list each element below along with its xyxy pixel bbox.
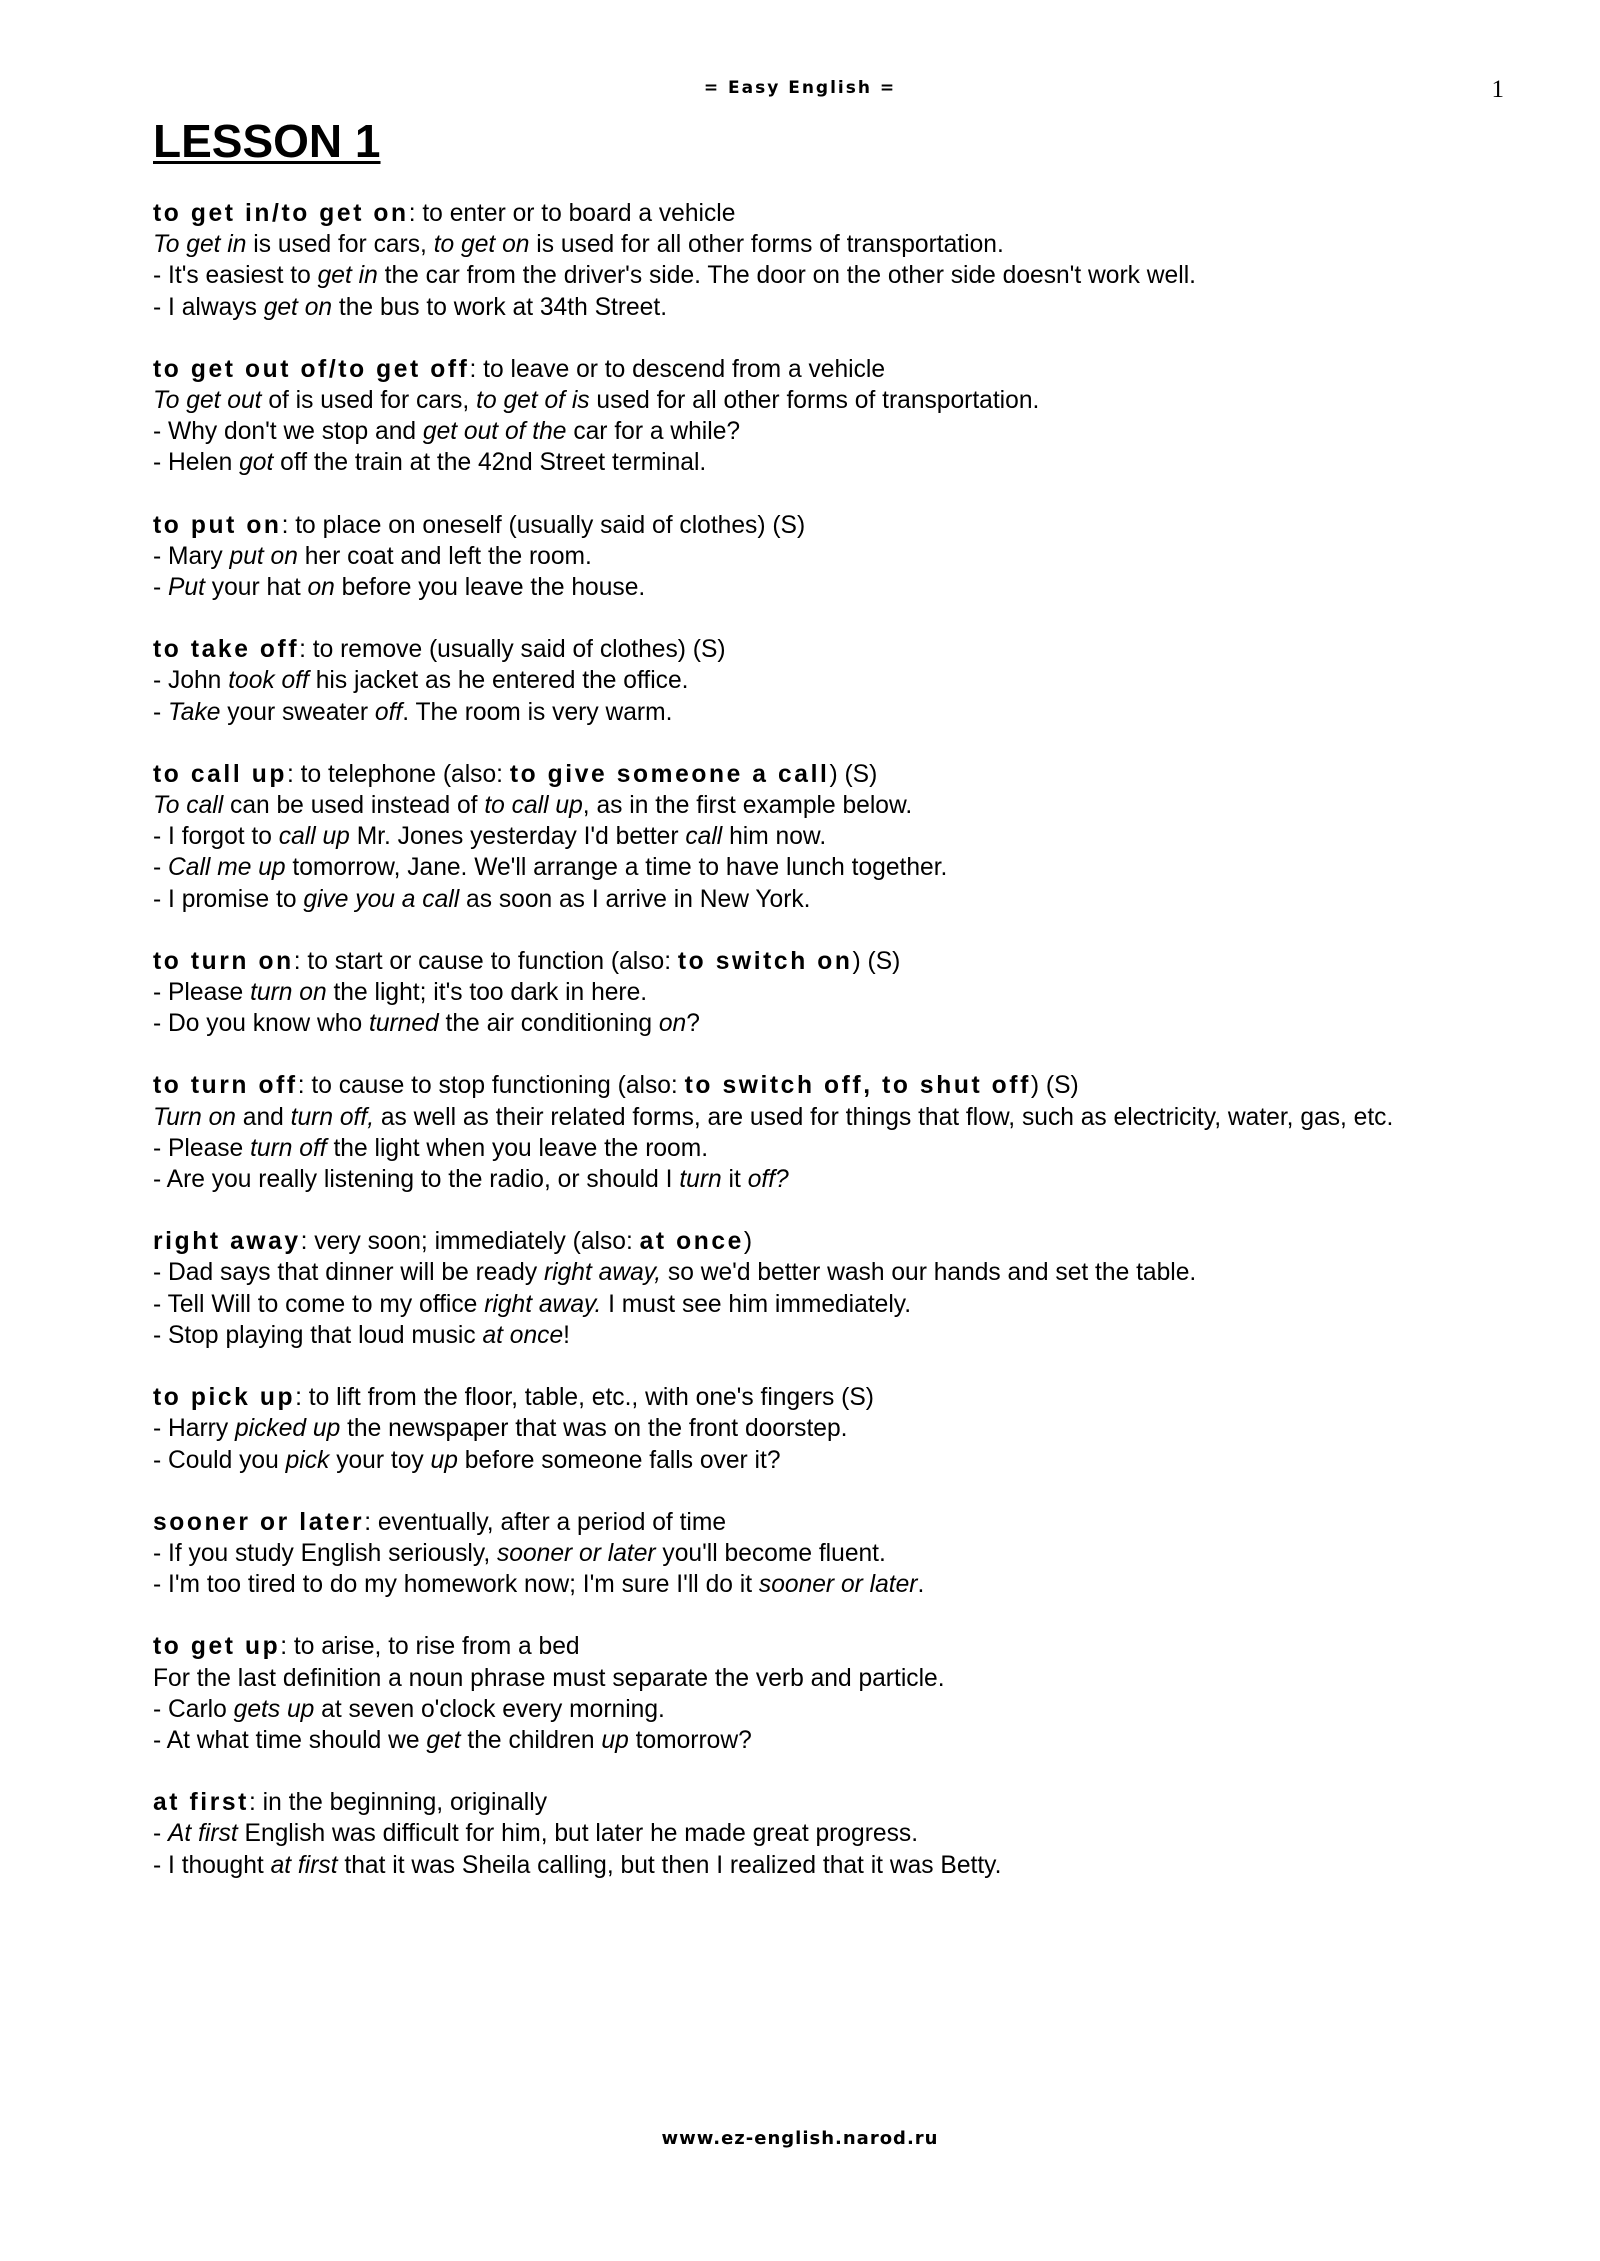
text-segment: : to remove (usually said of clothes) (S) <box>299 636 726 664</box>
page-number: 1 <box>1491 76 1504 103</box>
vocabulary-entry <box>153 946 1513 1040</box>
text-segment: the light; it's too dark in here. <box>326 979 648 1007</box>
entry-example-line <box>153 229 1513 260</box>
lesson-content <box>153 198 1513 1912</box>
entry-example-line <box>153 1164 1513 1195</box>
text-segment: . <box>917 1571 925 1599</box>
text-segment: the newspaper that was on the front doorstep. <box>340 1415 848 1443</box>
emphasis-text: turn on <box>250 979 327 1007</box>
emphasis-text: to call up <box>484 792 583 820</box>
text-segment: the children <box>460 1726 602 1754</box>
text-segment: your sweater <box>220 698 375 726</box>
text-segment: : eventually, after a period of time <box>364 1508 727 1536</box>
text-segment: - Carlo <box>153 1695 234 1723</box>
emphasis-text: To get in <box>153 231 247 259</box>
page-header: = Easy English = <box>703 78 897 98</box>
emphasis-text: call up <box>278 823 350 851</box>
term: to give someone a call <box>509 760 830 788</box>
entry-example-line <box>153 1257 1513 1288</box>
entry-example-line <box>153 541 1513 572</box>
entry-example-line <box>153 1102 1513 1133</box>
emphasis-text: gets up <box>233 1695 315 1723</box>
term: to turn on <box>153 947 294 975</box>
text-segment: : very soon; immediately (also: <box>300 1228 640 1256</box>
entry-example-line <box>153 790 1513 821</box>
text-segment: the bus to work at 34th Street. <box>332 293 668 321</box>
text-segment: as well as their related forms, are used for things that flow, such as electricity, water, gas, etc. <box>374 1103 1394 1131</box>
emphasis-text: pick <box>285 1446 330 1474</box>
entry-example-line <box>153 1320 1513 1351</box>
text-segment: . The room is very warm. <box>402 698 673 726</box>
term: to take off <box>153 636 300 664</box>
vocabulary-entry <box>153 1382 1513 1476</box>
text-segment: is used for cars, <box>246 231 434 259</box>
emphasis-text: get on <box>263 293 333 321</box>
entry-example-line <box>153 1818 1513 1849</box>
entry-example-line <box>153 572 1513 603</box>
emphasis-text: At first <box>168 1820 238 1848</box>
entry-example-line <box>153 1413 1513 1444</box>
text-segment: - Could you <box>153 1446 286 1474</box>
emphasis-text: up <box>601 1726 629 1754</box>
text-segment: can be used instead of <box>223 792 485 820</box>
entry-example-line <box>153 1538 1513 1569</box>
text-segment: - Mary <box>153 542 230 570</box>
term: to turn off <box>153 1072 298 1100</box>
text-segment: that it was Sheila calling, but then I realized that it was Betty. <box>337 1851 1002 1879</box>
emphasis-text: turn <box>679 1166 722 1194</box>
entry-definition-line <box>153 1631 1513 1662</box>
term: at once <box>639 1228 744 1256</box>
entry-example-line <box>153 884 1513 915</box>
emphasis-text: Take <box>168 698 221 726</box>
text-segment: : to telephone (also: <box>286 760 510 788</box>
emphasis-text: at once <box>482 1321 564 1349</box>
entry-definition-line <box>153 1382 1513 1413</box>
text-segment: : to leave or to descend from a vehicle <box>469 355 886 383</box>
text-segment: - <box>153 698 169 726</box>
entry-definition-line <box>153 354 1513 385</box>
text-segment: - I thought <box>153 1851 271 1879</box>
entry-example-line <box>153 821 1513 852</box>
emphasis-text: put on <box>229 542 298 570</box>
entry-definition-line <box>153 198 1513 229</box>
emphasis-text: Turn on <box>153 1103 236 1131</box>
text-segment: of is used for cars, <box>261 387 477 415</box>
entry-example-line <box>153 1569 1513 1600</box>
emphasis-text: picked up <box>234 1415 341 1443</box>
vocabulary-entry <box>153 1507 1513 1601</box>
text-segment: : to enter or to board a vehicle <box>408 200 736 227</box>
entry-definition-line <box>153 1226 1513 1257</box>
vocabulary-entry <box>153 198 1513 323</box>
emphasis-text: sooner or later <box>758 1571 918 1599</box>
text-segment: For the last definition a noun phrase must separate the verb and particle. <box>153 1664 945 1692</box>
text-segment: English was difficult for him, but later he made great progress. <box>237 1820 919 1848</box>
emphasis-text: get in <box>317 262 378 290</box>
emphasis-text: get <box>426 1726 461 1754</box>
entry-example-line <box>153 1850 1513 1881</box>
vocabulary-entry <box>153 354 1513 479</box>
term: to switch off, to shut off <box>684 1072 1031 1100</box>
text-segment: - I promise to <box>153 885 304 913</box>
emphasis-text: to get of is <box>476 387 590 415</box>
entry-example-line <box>153 385 1513 416</box>
text-segment: - At what time should we <box>153 1726 427 1754</box>
text-segment: ? <box>686 1010 700 1038</box>
text-segment: : in the beginning, originally <box>248 1789 548 1817</box>
emphasis-text: on <box>307 574 335 602</box>
text-segment: : to arise, to rise from a bed <box>280 1633 580 1661</box>
text-segment: the car from the driver's side. The door on the other side doesn't work well. <box>377 262 1196 290</box>
entry-example-line <box>153 292 1513 323</box>
text-segment: - Helen <box>153 449 240 477</box>
text-segment: her coat and left the room. <box>297 542 592 570</box>
text-segment: - Do you know who <box>153 1010 369 1038</box>
lesson-title: LESSON 1 <box>153 115 381 167</box>
term: to pick up <box>153 1384 296 1412</box>
text-segment: it <box>721 1166 748 1194</box>
emphasis-text: sooner or later <box>497 1539 656 1567</box>
term: to put on <box>153 511 282 539</box>
entry-example-line <box>153 447 1513 478</box>
vocabulary-entry <box>153 1787 1513 1881</box>
text-segment: tomorrow, Jane. We'll arrange a time to have lunch together. <box>285 854 948 882</box>
footer-url: www.ez-english.narod.ru <box>661 2128 939 2149</box>
text-segment: - Why don't we stop and <box>153 418 423 446</box>
emphasis-text: right away. <box>484 1290 602 1318</box>
term: right away <box>153 1228 301 1256</box>
entry-example-line <box>153 1725 1513 1756</box>
text-segment: : to place on oneself (usually said of clothes) (S) <box>281 511 806 539</box>
text-segment: - Stop playing that loud music <box>153 1321 483 1349</box>
text-segment: so we'd better wash our hands and set the table. <box>661 1259 1197 1287</box>
entry-example-line <box>153 1133 1513 1164</box>
vocabulary-entry <box>153 1070 1513 1195</box>
entry-definition-line <box>153 1507 1513 1538</box>
text-segment: : to lift from the floor, table, etc., with one's fingers (S) <box>295 1384 874 1412</box>
text-segment: him now. <box>722 823 827 851</box>
text-segment: tomorrow? <box>628 1726 752 1754</box>
text-segment: - Please <box>153 979 251 1007</box>
text-segment: , as in the first example below. <box>582 792 913 820</box>
emphasis-text: get out of the <box>422 418 567 446</box>
emphasis-text: turn off <box>250 1134 327 1162</box>
entry-definition-line <box>153 1070 1513 1101</box>
vocabulary-entry <box>153 1631 1513 1756</box>
text-segment: : to cause to stop functioning (also: <box>297 1072 685 1100</box>
entry-example-line <box>153 1008 1513 1039</box>
emphasis-text: call <box>685 823 723 851</box>
term: to call up <box>153 760 287 788</box>
term: to get in/to get on <box>153 200 409 227</box>
text-segment: - Are you really listening to the radio, or should I <box>153 1166 680 1194</box>
text-segment: is used for all other forms of transportation. <box>529 231 1004 259</box>
text-segment: - <box>153 1820 169 1848</box>
term: to switch on <box>677 947 853 975</box>
emphasis-text: on <box>658 1010 687 1038</box>
entry-definition-line <box>153 946 1513 977</box>
text-segment: used for all other forms of transportation. <box>589 387 1040 415</box>
text-segment: ) (S) <box>852 947 901 975</box>
vocabulary-entry <box>153 634 1513 728</box>
entry-example-line <box>153 665 1513 696</box>
entry-example-line <box>153 977 1513 1008</box>
text-segment: ! <box>563 1321 570 1349</box>
text-segment: I must see him immediately. <box>601 1290 912 1318</box>
emphasis-text: took off <box>228 667 309 695</box>
emphasis-text: off <box>374 698 403 726</box>
emphasis-text: turned <box>368 1010 439 1038</box>
text-segment: you'll become fluent. <box>655 1539 886 1567</box>
entry-example-line <box>153 1289 1513 1320</box>
text-segment: before you leave the house. <box>334 574 646 602</box>
text-segment: Mr. Jones yesterday I'd better <box>349 823 686 851</box>
text-segment: - Harry <box>153 1415 235 1443</box>
entry-example-line <box>153 697 1513 728</box>
text-segment: - Tell Will to come to my office <box>153 1290 485 1318</box>
text-segment: - I forgot to <box>153 823 279 851</box>
emphasis-text: got <box>239 449 274 477</box>
text-segment: - Please <box>153 1134 251 1162</box>
emphasis-text: give you a call <box>303 885 460 913</box>
text-segment: : to start or cause to function (also: <box>293 947 678 975</box>
text-segment: before someone falls over it? <box>457 1446 781 1474</box>
emphasis-text: right away, <box>543 1259 662 1287</box>
entry-example-line <box>153 260 1513 291</box>
emphasis-text: off? <box>747 1166 789 1194</box>
emphasis-text: Put <box>168 574 205 602</box>
entry-definition-line <box>153 510 1513 541</box>
text-segment: - Dad says that dinner will be ready <box>153 1259 544 1287</box>
vocabulary-entry <box>153 759 1513 915</box>
term: to get out of/to get off <box>153 355 470 383</box>
text-segment: - John <box>153 667 229 695</box>
text-segment: off the train at the 42nd Street terminal. <box>273 449 707 477</box>
text-segment: as soon as I arrive in New York. <box>459 885 811 913</box>
text-segment: ) (S) <box>1030 1072 1079 1100</box>
emphasis-text: Call me up <box>168 854 286 882</box>
emphasis-text: up <box>430 1446 458 1474</box>
text-segment: - I always <box>153 293 264 321</box>
text-segment: your hat <box>204 574 308 602</box>
text-segment: your toy <box>329 1446 431 1474</box>
vocabulary-entry <box>153 1226 1513 1351</box>
entry-example-line <box>153 852 1513 883</box>
text-segment: at seven o'clock every morning. <box>314 1695 665 1723</box>
entry-example-line <box>153 1445 1513 1476</box>
text-segment: - I'm too tired to do my homework now; I'm sure I'll do it <box>153 1571 759 1599</box>
text-segment: - If you study English seriously, <box>153 1539 497 1567</box>
text-segment: his jacket as he entered the office. <box>308 667 689 695</box>
vocabulary-entry <box>153 510 1513 604</box>
emphasis-text: to get on <box>433 231 530 259</box>
text-segment: - <box>153 854 169 882</box>
term: sooner or later <box>153 1508 365 1536</box>
emphasis-text: at first <box>270 1851 338 1879</box>
entry-definition-line <box>153 634 1513 665</box>
text-segment: ) <box>743 1228 753 1256</box>
emphasis-text: turn off, <box>290 1103 375 1131</box>
entry-example-line <box>153 416 1513 447</box>
entry-definition-line <box>153 1787 1513 1818</box>
text-segment: the air conditioning <box>438 1010 659 1038</box>
text-segment: - <box>153 574 169 602</box>
entry-example-line <box>153 1694 1513 1725</box>
text-segment: car for a while? <box>566 418 741 446</box>
term: at first <box>153 1789 249 1817</box>
emphasis-text: To call <box>153 792 224 820</box>
text-segment: ) (S) <box>829 760 878 788</box>
text-segment: - It's easiest to <box>153 262 318 290</box>
emphasis-text: To get out <box>153 387 262 415</box>
text-segment: and <box>235 1103 291 1131</box>
term: to get up <box>153 1633 281 1661</box>
entry-definition-line <box>153 759 1513 790</box>
text-segment: the light when you leave the room. <box>326 1134 709 1162</box>
entry-example-line <box>153 1663 1513 1694</box>
